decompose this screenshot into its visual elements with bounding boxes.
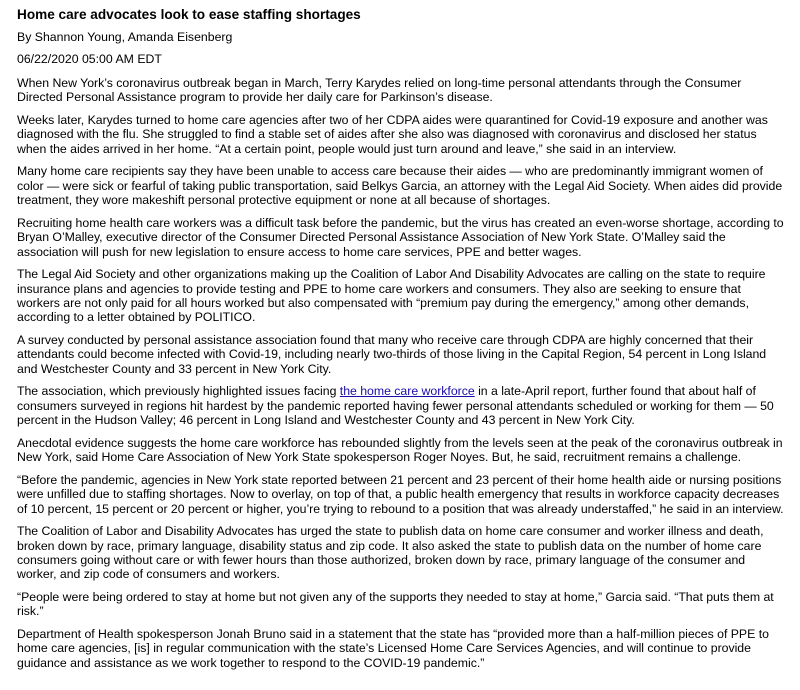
paragraph-11: “People were being ordered to stay at home but not given any of the supports they needed to stay at home,” Garcia said. “That puts them at risk.” bbox=[17, 590, 774, 619]
paragraph-2: Weeks later, Karydes turned to home care agencies after two of her CDPA aides were quarantined for Covid-19 exposure and another was diagnosed with the flu. She struggled to find a stable set of aides after she also was diagnosed with coronavirus and disclosed her status when the aides arrived in her home. “At a certain point, people would just turn around and leave,” she said in an interview. bbox=[17, 113, 768, 156]
article-headline: Home care advocates look to ease staffing shortages bbox=[17, 7, 361, 22]
paragraph-7 bbox=[17, 384, 786, 427]
paragraph-10: The Coalition of Labor and Disability Advocates has urged the state to publish data on home care consumer and worker illness and death, broken down by race, primary language, disability status and zip code. It also asked the state to publish data on the number of home care consumers going without care or with fewer hours than those authorized, broken down by race, primary language of the consumer and worker, and zip code of consumers and workers. bbox=[17, 524, 764, 582]
paragraph-9: “Before the pandemic, agencies in New York state reported between 21 percent and 23 percent of their home health aide or nursing positions were unfilled due to staffing shortages. Now to overlay, on top of that, a public health emergency that results in workforce capacity decreases of 10 percent, 15 percent or 20 percent or higher, you’re trying to rebound to a position that was already understaffed,” he said in an interview. bbox=[17, 472, 784, 516]
paragraph-12: Department of Health spokesperson Jonah Bruno said in a statement that the state has “provided more than a half-million pieces of PPE to home care agencies, [is] in regular communication with the state’s Licensed Home Care Services Agencies, and will continue to provide guidance and assistance as we work together to respond to the COVID-19 pandemic.” bbox=[17, 627, 769, 670]
paragraph-5: The Legal Aid Society and other organizations making up the Coalition of Labor And Disability Advocates are calling on the state to require insurance plans and agencies to provide testing and PPE to home care workers and consumers. They also are seeking to ensure that workers are not only paid for all hours worked but also compensated with “premium pay during the emergency,” among other demands, according to a letter obtained by POLITICO. bbox=[17, 267, 766, 325]
paragraph-7-after: in a late-April report, further found that about half of consumers surveyed in regions hit hardest by the pandemic reported having fewer personal attendants scheduled or working for them — 50 percent in the Hudson Valley; 46 percent in Long Island and Westchester County and 43 percent in New York City. bbox=[17, 384, 774, 428]
article-body bbox=[17, 76, 786, 670]
paragraph-4: Recruiting home health care workers was a difficult task before the pandemic, but the virus has created an even-worse shortage, according to Bryan O’Malley, executive director of the Consumer Directed Personal Assistance Association of New York State. O’Malley said the association will push for new legislation to ensure access to home care services, PPE and better wages. bbox=[17, 215, 784, 259]
paragraph-1: When New York’s coronavirus outbreak began in March, Terry Karydes relied on long-time personal attendants through the Consumer Directed Personal Assistance program to provide her daily care for Parkinson’s disease. bbox=[17, 76, 742, 105]
paragraph-3: Many home care recipients say they have been unable to access care because their aides — who are predominantly immigrant women of color — were sick or fearful of taking public transportation, said Belkys Garcia, an attorney with the Legal Aid Society. When aides did provide treatment, they wore makeshift personal protective equipment or none at all because of shortages. bbox=[17, 164, 783, 208]
article-date: 06/22/2020 05:00 AM EDT bbox=[17, 52, 162, 66]
paragraph-6: A survey conducted by personal assistance association found that many who receive care through CDPA are highly concerned that their attendants could become infected with Covid-19, including nearly two-thirds of those living in the Capital Region, 54 percent in Long Island and Westchester County and 33 percent in New York City. bbox=[17, 333, 767, 376]
paragraph-7-before: The association, which previously highlighted issues facing bbox=[17, 384, 340, 399]
article-byline: By Shannon Young, Amanda Eisenberg bbox=[17, 30, 233, 44]
paragraph-8: Anecdotal evidence suggests the home care workforce has rebounded slightly from the levels seen at the peak of the coronavirus outbreak in New York, said Home Care Association of New York State spokesperson Roger Noyes. But, he said, recruitment remains a challenge. bbox=[17, 435, 783, 465]
home-care-workforce-link[interactable]: the home care workforce bbox=[339, 384, 475, 399]
